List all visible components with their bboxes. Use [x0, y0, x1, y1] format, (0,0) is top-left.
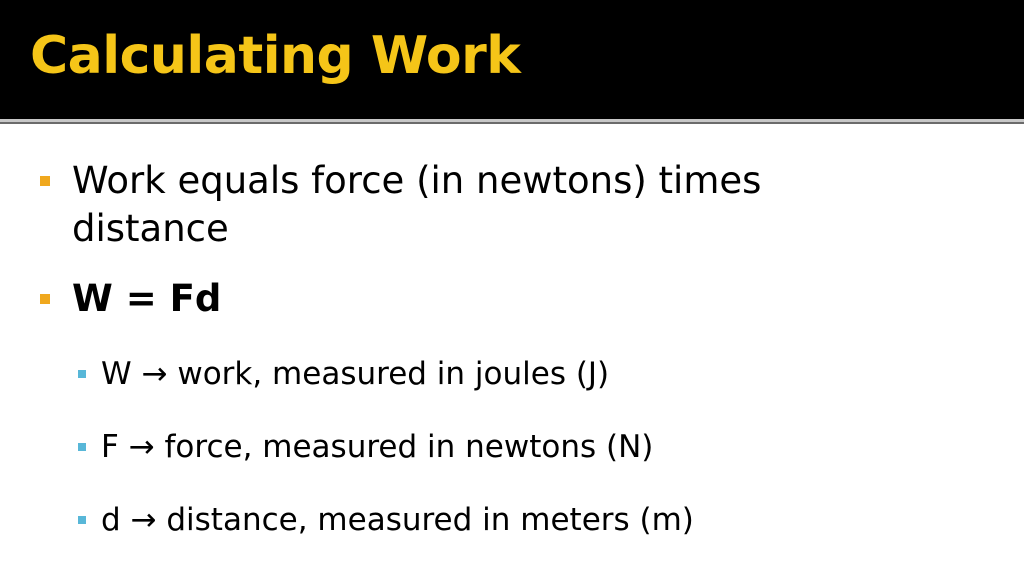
bullet-text: Work equals force (in newtons) times distance [72, 159, 762, 250]
square-bullet-icon [40, 176, 50, 186]
square-bullet-icon [78, 443, 86, 451]
title-bar [0, 0, 1024, 119]
sub-bullet-item [78, 426, 981, 468]
square-bullet-icon [78, 370, 86, 378]
slide-title: Calculating Work [30, 26, 521, 86]
sub-bullet-item [78, 353, 981, 395]
sub-bullet-text: F → force, measured in newtons (N) [101, 429, 654, 465]
bullet-item [40, 157, 902, 253]
formula-text: W = Fd [72, 277, 222, 320]
sub-bullet-text: W → work, measured in joules (J) [101, 356, 610, 392]
sub-bullet-item [78, 499, 981, 541]
bullet-item [40, 275, 902, 323]
square-bullet-icon [40, 294, 50, 304]
title-divider-shadow [0, 122, 1024, 124]
square-bullet-icon [78, 516, 86, 524]
sub-bullet-text: d → distance, measured in meters (m) [101, 502, 694, 538]
